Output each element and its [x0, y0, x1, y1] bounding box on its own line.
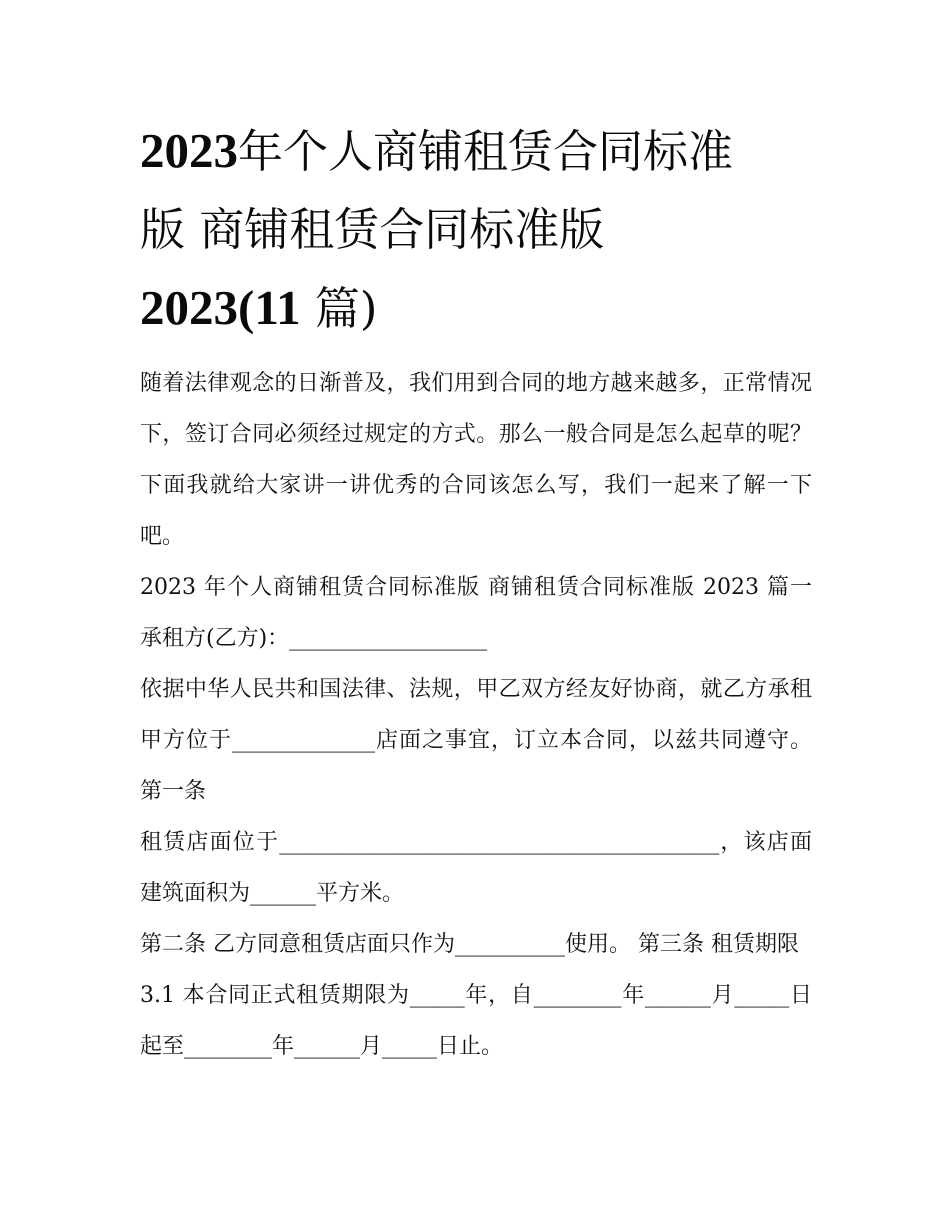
title-year-count: 2023(11	[140, 280, 301, 335]
location-paragraph: 租赁店面位于________________________________________，该店面建筑面积为______平方米。	[140, 830, 812, 906]
title-line2: 版 商铺租赁合同标准版	[140, 203, 605, 256]
title-year: 2023	[140, 123, 238, 178]
title-line1-text: 年个人商铺租赁合同标准	[238, 125, 734, 178]
basis-paragraph: 依据中华人民共和国法律、法规，甲乙双方经友好协商，就乙方承租甲方位于_____________店面之事宜，订立本合同，以兹共同遵守。 第一条	[140, 677, 812, 804]
term-paragraph: 3.1 本合同正式租赁期限为_____年，自________年______月_____日起至________年______月_____日止。	[140, 983, 812, 1059]
document-body	[140, 358, 812, 1072]
intro-paragraph: 随着法律观念的日渐普及，我们用到合同的地方越来越多，正常情况下，签订合同必须经过规定的方式。那么一般合同是怎么起草的呢？下面我就给大家讲一讲优秀的合同该怎么写，我们一起来了解一下吧。	[140, 371, 812, 549]
document-page	[140, 112, 812, 1072]
document-title	[140, 112, 812, 348]
usage-paragraph: 第二条 乙方同意租赁店面只作为__________使用。 第三条 租赁期限	[140, 932, 799, 957]
title-line3-text: 篇)	[300, 282, 378, 335]
section-heading-paragraph: 2023 年个人商铺租赁合同标准版 商铺租赁合同标准版 2023 篇一 承租方(乙方)：__________________	[140, 575, 812, 651]
